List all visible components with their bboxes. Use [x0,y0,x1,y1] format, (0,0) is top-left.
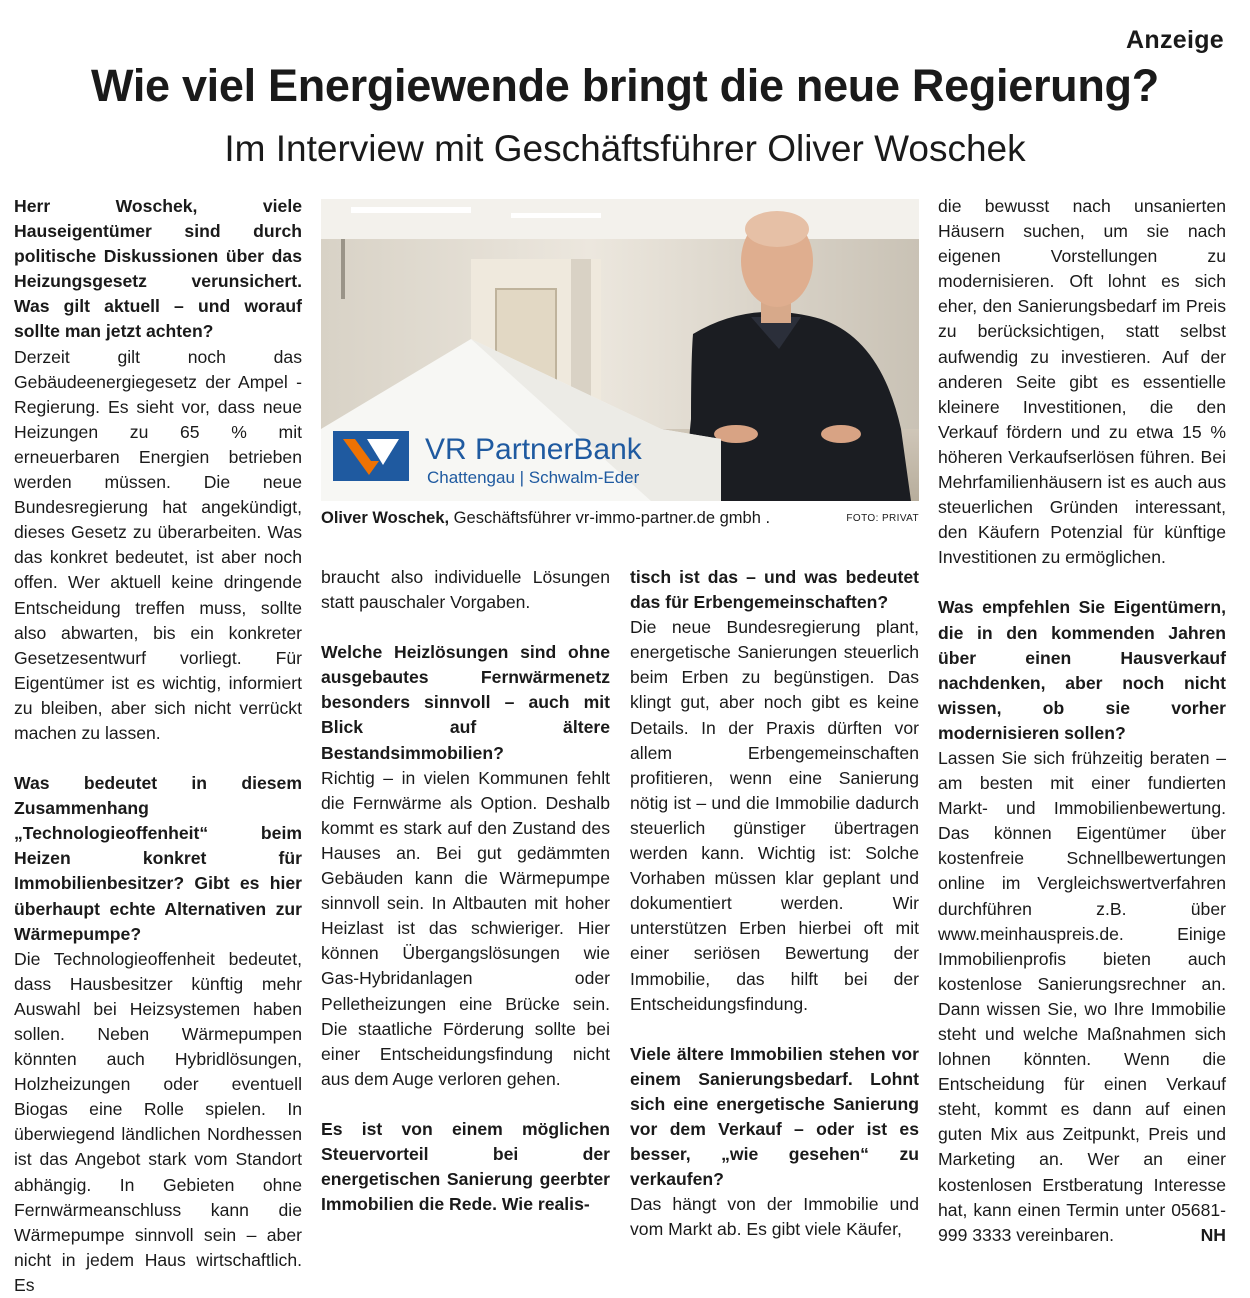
article-column-1 [14,194,302,1298]
photo-credit: FOTO: PRIVAT [846,513,919,524]
author-signature: NH [1200,1224,1226,1245]
answer-4: Die neue Bundesregierung plant, energetische Sanierungen steuerlich beim Erben zu begünstigen. Das klingt gut, aber noch gibt es keine Details. In der Praxis dürften vor allem Erbengemeinschaften profitieren, wenn eine Sanierung nötig ist – und die Immobilie dadurch steuerlich günstiger übertragen werden kann. Wichtig ist: Solche Vorhaben müssen klar geplant und dokumentiert werden. Wir unterstützen Erben hierbei oft mit einer seriösen Bewertung der Immobilie, das hilft bei der Entscheidungsfindung. [630,617,919,1014]
caption-text: Geschäftsführer vr-immo-partner.de gmbh . [449,509,771,527]
office-scene-illustration [321,199,919,501]
question-4-part-1: Es ist von einem möglichen Steuervorteil bei der energetischen Sanierung geerbter Immobilien die Rede. Wie realis- [321,1118,610,1215]
answer-5-part-2: die bewusst nach unsanierten Häusern suchen, um sie nach eigenen Vorstellungen zu modernisieren. Oft lohnt es sich eher, den Sanierungsbedarf im Preis zu berücksichtigen, statt selbst aufwendig zu investieren. Auf der anderen Seite gibt es essentielle kleinere Investitionen, die den Verkauf fördern und zu etwa 15 % höheren Verkaufserlösen führen. Bei Mehrfamilienhäusern ist es auch aus steuerlichen Gründen interessant, den Käufern Potenzial für künftige Investitionen zu ermöglichen. [938,196,1226,568]
question-4-part-2: tisch ist das – und was bedeutet das für Erbengemeinschaften? [630,567,919,613]
question-6: Was empfehlen Sie Eigentümern, die in den kommenden Jahren über einen Hausverkauf nachdenken, aber noch nicht wissen, ob sie vorher modernisieren sollen? [938,597,1226,743]
answer-2-part-2: braucht also individuelle Lösungen statt pauschaler Vorgaben. [321,567,610,613]
answer-6-text: Lassen Sie sich frühzeitig beraten – am besten mit einer fundierten Markt- und Immobilienbewertung. Das können Eigentümer über kostenfreie Schnellbewertungen online im Vergleichswertverfahren durchführen z.B. über www.meinhauspreis.de. Einige Immobilienprofis bieten auch kostenlose Sanierungsrechner an. Dann wissen Sie, wo Ihre Immobilie steht und welche Maßnahmen sich lohnen könnten. Wenn die Entscheidung für einen Verkauf steht, kommt es dann auf einen guten Mix aus Zeitpunkt, Preis und Marketing an. Wer an einer kostenlosen Erstberatung Interesse hat, kann einen Termin unter 05681-999 3333 vereinbaren. [938,747,1226,1245]
answer-6 [938,746,1226,1248]
photo-caption [321,509,919,528]
question-1: Herr Woschek, viele Hauseigentümer sind durch politische Diskussionen über das Heizungsgesetz verunsichert. Was gilt aktuell – und worauf sollte man jetzt achten? [14,196,302,342]
article-column-3 [630,565,919,1242]
question-2: Was bedeutet in diesem Zusammenhang „Technologieoffenheit“ beim Heizen konkret für Immobilienbesitzer? Gibt es hier überhaupt echte Alternativen zur Wärmepumpe? [14,773,302,944]
article-column-2 [321,565,610,1217]
bank-logo-icon [333,431,409,481]
headline: Wie viel Energiewende bringt die neue Regierung? [91,60,1159,111]
article-column-4 [938,194,1226,1248]
question-3: Welche Heizlösungen sind ohne ausgebautes Fernwärmenetz besonders sinnvoll – auch mit Blick auf ältere Bestandsimmobilien? [321,642,610,763]
answer-3: Richtig – in vielen Kommunen fehlt die Fernwärme als Option. Deshalb kommt es stark auf den Zustand des Hauses an. Bei gut gedämmten Gebäuden kann die Wärmepumpe sinnvoll sein. In Altbauten mit hoher Heizlast ist das schwieriger. Hier können Übergangslösungen wie Gas-Hybridanlagen oder Pelletheizungen eine Brücke sein. Die staatliche Förderung sollte bei einer Entscheidungsfindung nicht aus dem Auge verloren gehen. [321,767,610,1089]
answer-2-part-1: Die Technologieoffenheit bedeutet, dass Hausbesitzer künftig mehr Auswahl bei Heizsystemen haben sollen. Neben Wärmepumpen könnten auch Hybridlösungen, Holzheizungen oder eventuell Biogas eine Rolle spielen. In überwiegend ländlichen Nordhessen ist das Angebot stark vom Standort abhängig. In Gebieten ohne Fernwärmeanschluss kann die Wärmepumpe sinnvoll sein – aber nicht in jedem Haus wirtschaftlich. Es [14,948,302,1295]
question-5: Viele ältere Immobilien stehen vor einem Sanierungsbedarf. Lohnt sich eine energetische Sanierung vor dem Verkauf – oder ist es besser, „wie gesehen“ zu verkaufen? [630,1043,919,1190]
answer-5-part-1: Das hängt von der Immobilie und vom Markt ab. Es gibt viele Käufer, [630,1194,919,1240]
portrait-photo [321,199,919,501]
bank-region-sign: Chattengau | Schwalm-Eder [427,468,640,487]
caption-name: Oliver Woschek, [321,509,450,527]
subheadline: Im Interview mit Geschäftsführer Oliver Woschek [224,128,1026,169]
answer-1: Derzeit gilt noch das Gebäudeenergiegesetz der Ampel - Regierung. Es sieht vor, dass neue Heizungen zu 65 % mit erneuerbaren Energien betrieben werden müssen. Die neue Bundesregierung hat angekündigt, dieses Gesetz zu überarbeiten. Was das konkret bedeutet, ist aber noch offen. Wer aktuell keine dringende Entscheidung treffen muss, sollte also abwarten, bis ein konkreter Gesetzesentwurf vorliegt. Für Eigentümer ist es wichtig, informiert zu bleiben, aber sich nicht verrückt machen zu lassen. [14,346,302,743]
bank-name-sign: VR PartnerBank [425,433,642,466]
advertisement-label: Anzeige [1126,26,1224,54]
